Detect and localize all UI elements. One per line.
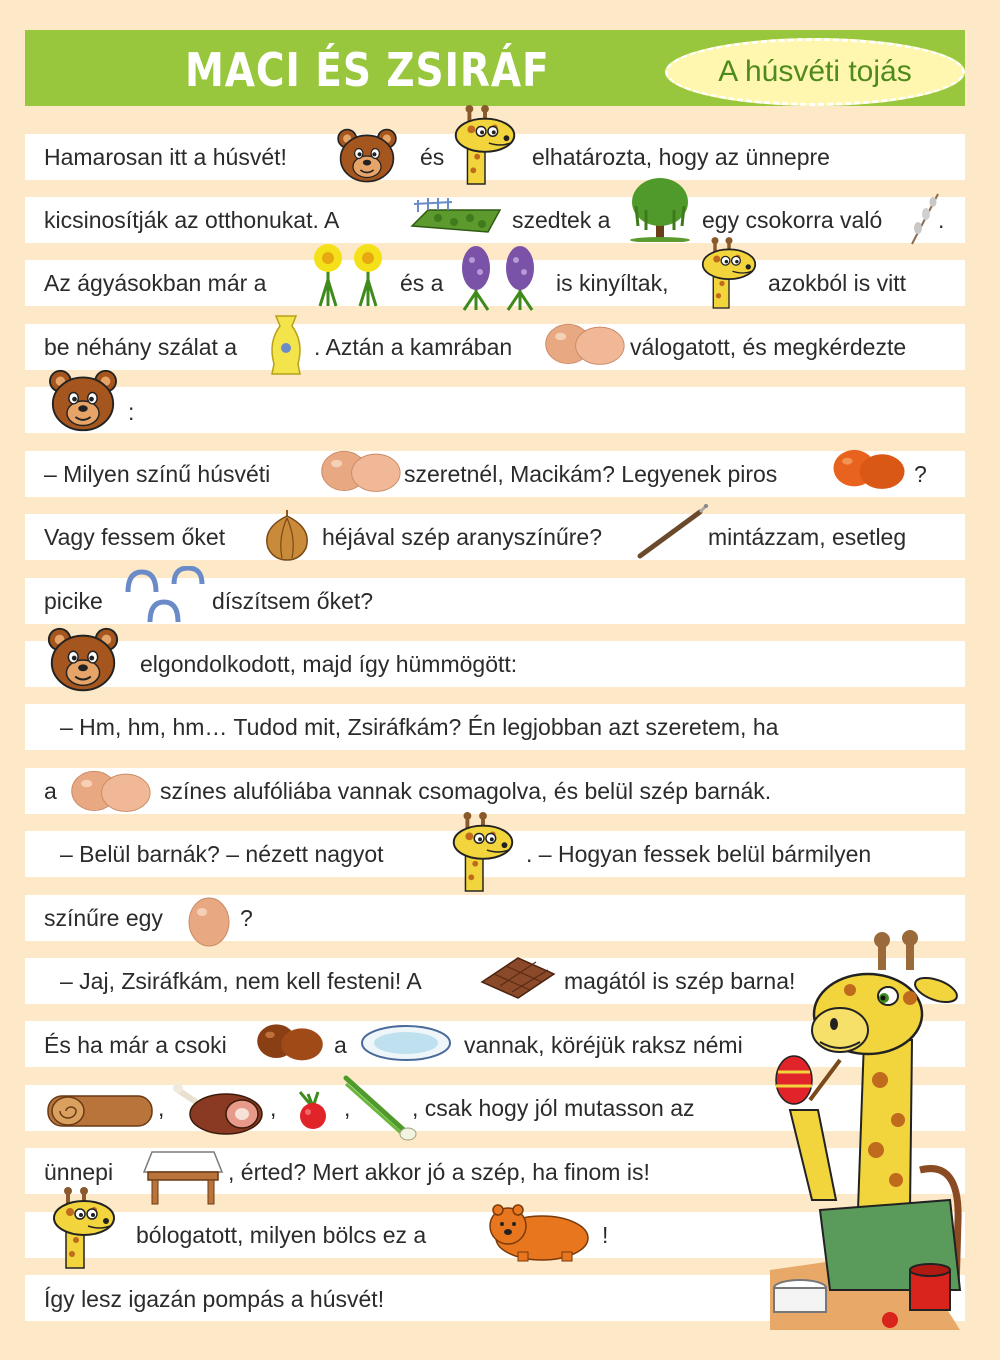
story-text: elhatározta, hogy az ünnepre xyxy=(532,144,830,170)
horseshoe-icon xyxy=(120,566,210,628)
story-text: a xyxy=(44,778,57,804)
story-text: . – Hogyan fessek belül bármilyen xyxy=(526,841,872,867)
story-text: , xyxy=(344,1095,351,1121)
giraffe-painting-egg-illustration xyxy=(760,930,980,1330)
vase-icon xyxy=(266,312,306,378)
giraffe-icon xyxy=(444,808,522,896)
story-text: azokból is vitt xyxy=(768,270,907,296)
story-text: Hamarosan itt a húsvét! xyxy=(44,144,287,170)
page-title: MACI ÉS ZSIRÁF xyxy=(185,43,550,97)
story-text: – Belül barnák? – nézett nagyot xyxy=(60,841,384,867)
onion-icon xyxy=(260,508,314,562)
giraffe-icon xyxy=(694,236,764,310)
story-text: színes alufóliába vannak csomagolva, és belül szép barnák. xyxy=(160,778,772,804)
giraffe-icon xyxy=(446,102,524,188)
chocolate-bar-icon xyxy=(478,952,558,1002)
story-text: ! xyxy=(602,1222,609,1248)
story-text: , érted? Mert akkor jó a szép, ha finom is! xyxy=(228,1159,650,1185)
story-text: díszítsem őket? xyxy=(212,588,374,614)
story-text: héjával szép aranyszínűre? xyxy=(322,524,602,550)
story-text: szedtek a xyxy=(512,207,611,233)
story-text: – Milyen színű húsvéti xyxy=(44,461,271,487)
story-text: Az ágyásokban már a xyxy=(44,270,267,296)
story-text: ? xyxy=(914,461,927,487)
bear-icon xyxy=(44,624,122,696)
story-text: picike xyxy=(44,588,103,614)
story-text: és xyxy=(420,144,445,170)
story-text: be néhány szálat a xyxy=(44,334,238,360)
story-text: , xyxy=(270,1095,277,1121)
pussy-willow-icon xyxy=(908,190,945,246)
story-text: . Aztán a kamrában xyxy=(314,334,513,360)
radish-icon xyxy=(292,1090,334,1134)
story-text: : xyxy=(128,399,135,425)
story-text: – Hm, hm, hm… Tudod mit, Zsiráfkám? Én legjobban azt szeretem, ha xyxy=(60,714,779,740)
story-text: mintázzam, esetleg xyxy=(708,524,907,550)
story-text: vannak, köréjük raksz némi xyxy=(464,1032,743,1058)
giraffe-icon xyxy=(44,1186,124,1270)
story-text: ünnepi xyxy=(44,1159,114,1185)
ham-leg-icon xyxy=(170,1078,266,1138)
daffodil-icon xyxy=(306,236,394,308)
story-text: És ha már a csoki xyxy=(44,1032,227,1058)
story-text: Vagy fessem őket xyxy=(44,524,226,550)
bear-icon xyxy=(334,126,400,186)
story-text: , xyxy=(158,1095,165,1121)
egg-icon xyxy=(186,892,232,948)
story-text: színűre egy xyxy=(44,905,163,931)
hyacinth-icon xyxy=(452,244,546,312)
eggs-icon xyxy=(68,764,152,816)
story-text: szeretnél, Macikám? Legyenek piros xyxy=(404,461,778,487)
story-text: , csak hogy jól mutasson az xyxy=(412,1095,695,1121)
story-text: is kinyíltak, xyxy=(556,270,669,296)
text-band xyxy=(25,387,965,433)
story-text: ? xyxy=(240,905,253,931)
subtitle: A húsvéti tojás xyxy=(718,55,912,88)
chocolate-eggs-icon xyxy=(254,1016,326,1068)
plate-icon xyxy=(358,1022,454,1064)
story-text: a xyxy=(334,1032,347,1058)
story-text: bólogatott, milyen bölcs ez a xyxy=(136,1222,427,1248)
willow-tree-icon xyxy=(628,176,692,242)
story-text: elgondolkodott, majd így hümmögött: xyxy=(140,651,518,677)
table-icon xyxy=(142,1142,224,1206)
story-text: egy csokorra való xyxy=(702,207,883,233)
wax-pen-icon xyxy=(636,500,712,560)
story-text: kicsinosítják az otthonukat. A xyxy=(44,207,340,233)
story-text: és a xyxy=(400,270,444,296)
story-text: . xyxy=(938,207,945,233)
bear-icon xyxy=(44,368,122,434)
eggs-icon xyxy=(542,318,626,368)
story-text: válogatott, és megkérdezte xyxy=(630,334,907,360)
eggs-icon xyxy=(318,444,402,496)
garden-icon xyxy=(408,196,504,238)
orange-eggs-icon xyxy=(830,442,908,496)
orange-bear-icon xyxy=(484,1204,594,1262)
bread-roll-icon xyxy=(44,1090,156,1130)
spring-onion-icon xyxy=(336,1074,420,1142)
story-text: magától is szép barna! xyxy=(564,968,796,994)
story-text: Így lesz igazán pompás a húsvét! xyxy=(44,1286,385,1312)
story-text: – Jaj, Zsiráfkám, nem kell festeni! A xyxy=(60,968,422,994)
